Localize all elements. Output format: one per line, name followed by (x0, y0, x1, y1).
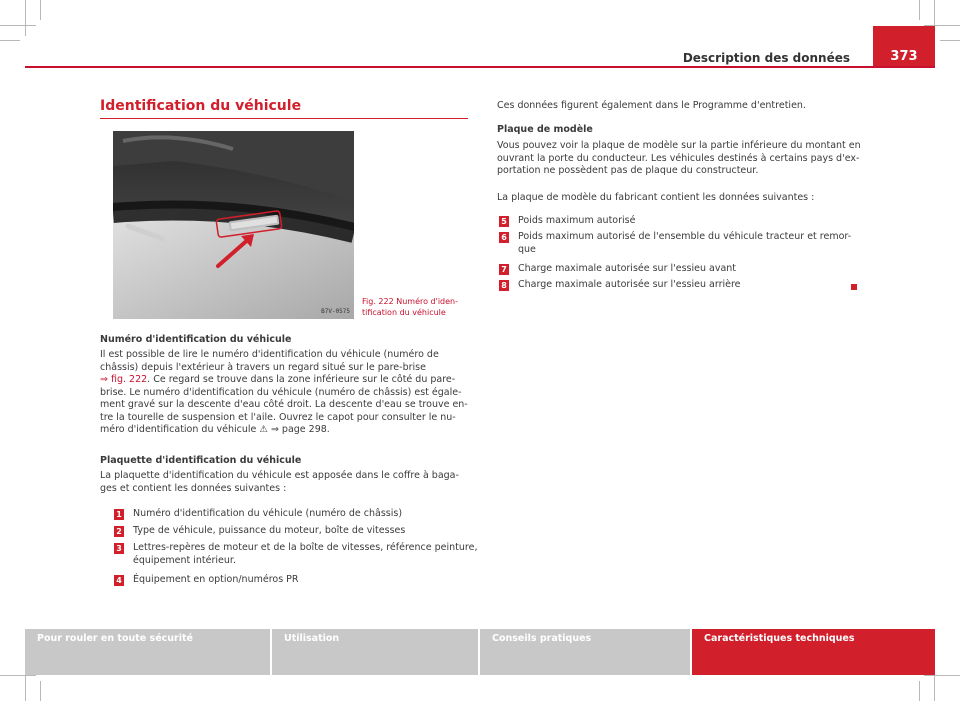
item-number-badge: 8 (499, 280, 509, 291)
list-item: Type de véhicule, puissance du moteur, boîte de vitesses (133, 525, 406, 536)
crop-mark (940, 40, 960, 41)
text-line: La plaquette d'identification du véhicule est apposée dans le coffre à baga- (100, 470, 459, 481)
paragraph-vin (100, 349, 472, 437)
text-line: brise. Le numéro d'identification du véhicule (numéro de châssis) est égale- (100, 386, 462, 398)
crop-mark (40, 0, 41, 20)
header-rule (25, 66, 935, 68)
crop-mark (0, 25, 36, 26)
item-number-badge: 4 (114, 575, 124, 586)
title-rule (100, 118, 468, 119)
heading-model-plate: Plaque de modèle (497, 124, 593, 135)
paragraph-plate (100, 470, 472, 495)
item-number-badge: 3 (114, 543, 124, 554)
text-line: ment gravé sur la descente d'eau côté droit. La descente d'eau se trouve en- (100, 399, 468, 410)
image-label: B7V-0575 (321, 308, 350, 315)
section-end-marker (851, 284, 857, 290)
text-line: tre la tourelle de suspension et l'aile. Ouvrez le capot pour consulter le nu- (100, 411, 456, 423)
footer-tab-safety[interactable]: Pour rouler en toute sécurité (25, 629, 270, 675)
crop-mark (0, 40, 20, 41)
figure-link[interactable]: ⇒ fig. 222 (100, 374, 148, 385)
crop-mark (924, 675, 960, 676)
text-line: ges et contient les données suivantes : (100, 482, 287, 494)
heading-plate: Plaquette d'identification du véhicule (100, 455, 302, 466)
list-item: Lettres-repères de moteur et de la boîte de vitesses, référence peinture, équipement intérieur. (133, 542, 478, 566)
list-item: Charge maximale autorisée sur l'essieu avant (518, 263, 737, 274)
text-line: portation ne possèdent pas de plaque du constructeur. (497, 165, 759, 176)
warning-icon: ⚠ (259, 424, 268, 435)
paragraph-model-plate (497, 140, 867, 178)
list-item: Numéro d'identification du véhicule (numéro de châssis) (133, 508, 403, 519)
item-number-badge: 6 (499, 232, 509, 243)
footer-tab-tips[interactable]: Conseils pratiques (480, 629, 690, 675)
crop-mark (919, 0, 920, 20)
list-item: Charge maximale autorisée sur l'essieu arrière (518, 279, 741, 290)
list-item: Poids maximum autorisé de l'ensemble du véhicule tracteur et remor- que (518, 231, 852, 255)
item-number-badge: 7 (499, 264, 509, 275)
text-line: ⇒ fig. 222. Ce regard se trouve dans la zone inférieure sur le côté du pare- (100, 374, 456, 385)
footer-tab-usage[interactable]: Utilisation (272, 629, 478, 675)
list-item: Équipement en option/numéros PR (133, 574, 299, 585)
caption-line: Fig. 222 Numéro d'iden- (362, 297, 458, 306)
page-number: 373 (890, 49, 918, 64)
heading-vin: Numéro d'identification du véhicule (100, 334, 292, 345)
crop-mark (0, 675, 36, 676)
paragraph-maintenance: Ces données figurent également dans le Programme d'entretien. (497, 100, 806, 111)
list-item: Poids maximum autorisé (518, 215, 636, 226)
page-number-badge (873, 26, 935, 68)
crop-mark (919, 681, 920, 701)
page-title: Identification du véhicule (100, 98, 302, 114)
text-line: ouvrant la porte du conducteur. Les véhicules destinés à certains pays d'ex- (497, 152, 860, 164)
crop-mark (25, 0, 26, 36)
text-line: châssis) depuis l'extérieur à travers un regard situé sur le pare-brise (100, 361, 426, 373)
text-line: méro d'identification du véhicule ⚠ ⇒ page 298. (100, 424, 330, 435)
caption-line: tification du véhicule (362, 308, 446, 317)
figure-caption (362, 296, 472, 318)
page-reference-link[interactable]: ⇒ page 298. (270, 424, 330, 435)
windshield-photo (113, 131, 354, 319)
footer-tab-technical[interactable]: Caractéristiques techniques (692, 629, 935, 675)
windshield-illustration (113, 131, 354, 319)
section-title: Description des données (682, 51, 850, 65)
item-number-badge: 1 (114, 509, 124, 520)
item-number-badge: 2 (114, 526, 124, 537)
paragraph-manufacturer-plate: La plaque de modèle du fabricant contient les données suivantes : (497, 192, 815, 203)
item-number-badge: 5 (499, 216, 509, 227)
text-line: Il est possible de lire le numéro d'identification du véhicule (numéro de (100, 349, 439, 360)
crop-mark (40, 681, 41, 701)
text-line: Vous pouvez voir la plaque de modèle sur la partie inférieure du montant en (497, 140, 861, 151)
